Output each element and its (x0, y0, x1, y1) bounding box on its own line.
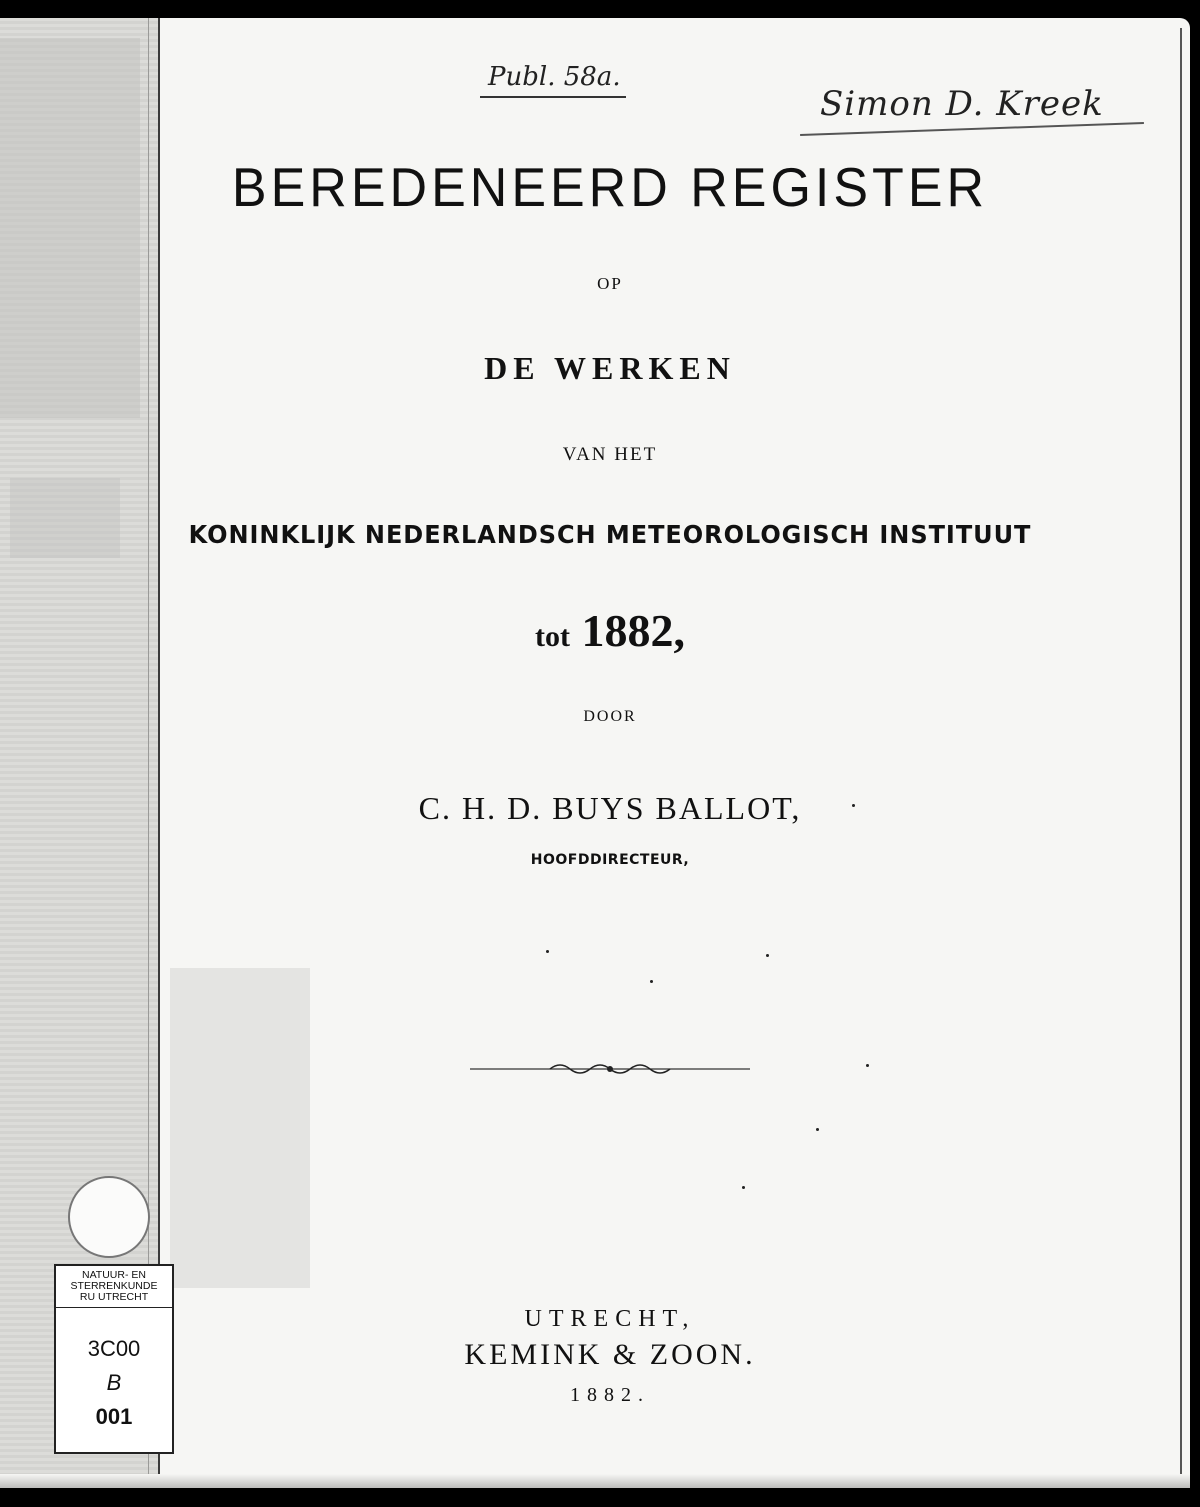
tape-patch (0, 38, 140, 418)
label-line-2: STERRENKUNDE (70, 1280, 158, 1292)
label-code: 3C00 (87, 1336, 141, 1361)
ink-speck (866, 1064, 869, 1067)
imprint-year: 1882. (570, 1384, 650, 1406)
title-door: DOOR (583, 708, 637, 725)
title-page (0, 18, 1190, 1488)
author-role: HOOFDDIRECTEUR, (530, 852, 690, 868)
institute-name: KONINKLIJK NEDERLANDSCH METEOROLOGISCH INSTITUUT (188, 520, 1032, 549)
label-letter: B (106, 1370, 122, 1395)
library-label (54, 1264, 174, 1454)
tape-patch (10, 478, 120, 558)
title-tot-year (170, 604, 1050, 657)
title-op: OP (597, 274, 623, 293)
ink-speck (816, 1128, 819, 1131)
ink-speck (852, 804, 855, 807)
ink-speck (546, 950, 549, 953)
ink-speck (742, 1186, 745, 1189)
handwritten-signature: Simon D. Kreek (820, 84, 1104, 124)
label-line-3: RU UTRECHT (79, 1291, 149, 1303)
imprint-city: UTRECHT, (524, 1306, 696, 1332)
signature-underline (800, 122, 1144, 136)
tape-patch (170, 968, 310, 1288)
tot-word: tot (535, 620, 570, 653)
ornament-divider (470, 1058, 750, 1080)
main-title: BEREDENEERD REGISTER (231, 157, 989, 219)
label-number: 001 (95, 1404, 133, 1429)
ink-speck (766, 954, 769, 957)
ink-speck (650, 980, 653, 983)
title-van-het: VAN HET (562, 444, 658, 465)
title-werken: DE WERKEN (484, 350, 736, 386)
round-sticker (68, 1176, 150, 1258)
page-edge (1180, 28, 1182, 1478)
author-name: C. H. D. BUYS BALLOT, (418, 790, 802, 826)
imprint-publisher: KEMINK & ZOON. (464, 1338, 756, 1371)
shelfmark-underline (480, 96, 626, 98)
label-line-1: NATUUR- EN (82, 1269, 146, 1281)
page-bottom-shadow (0, 1474, 1190, 1488)
library-label-header (56, 1266, 172, 1308)
handwritten-shelfmark: Publ. 58a. (488, 62, 621, 92)
tot-year: 1882, (581, 605, 685, 656)
